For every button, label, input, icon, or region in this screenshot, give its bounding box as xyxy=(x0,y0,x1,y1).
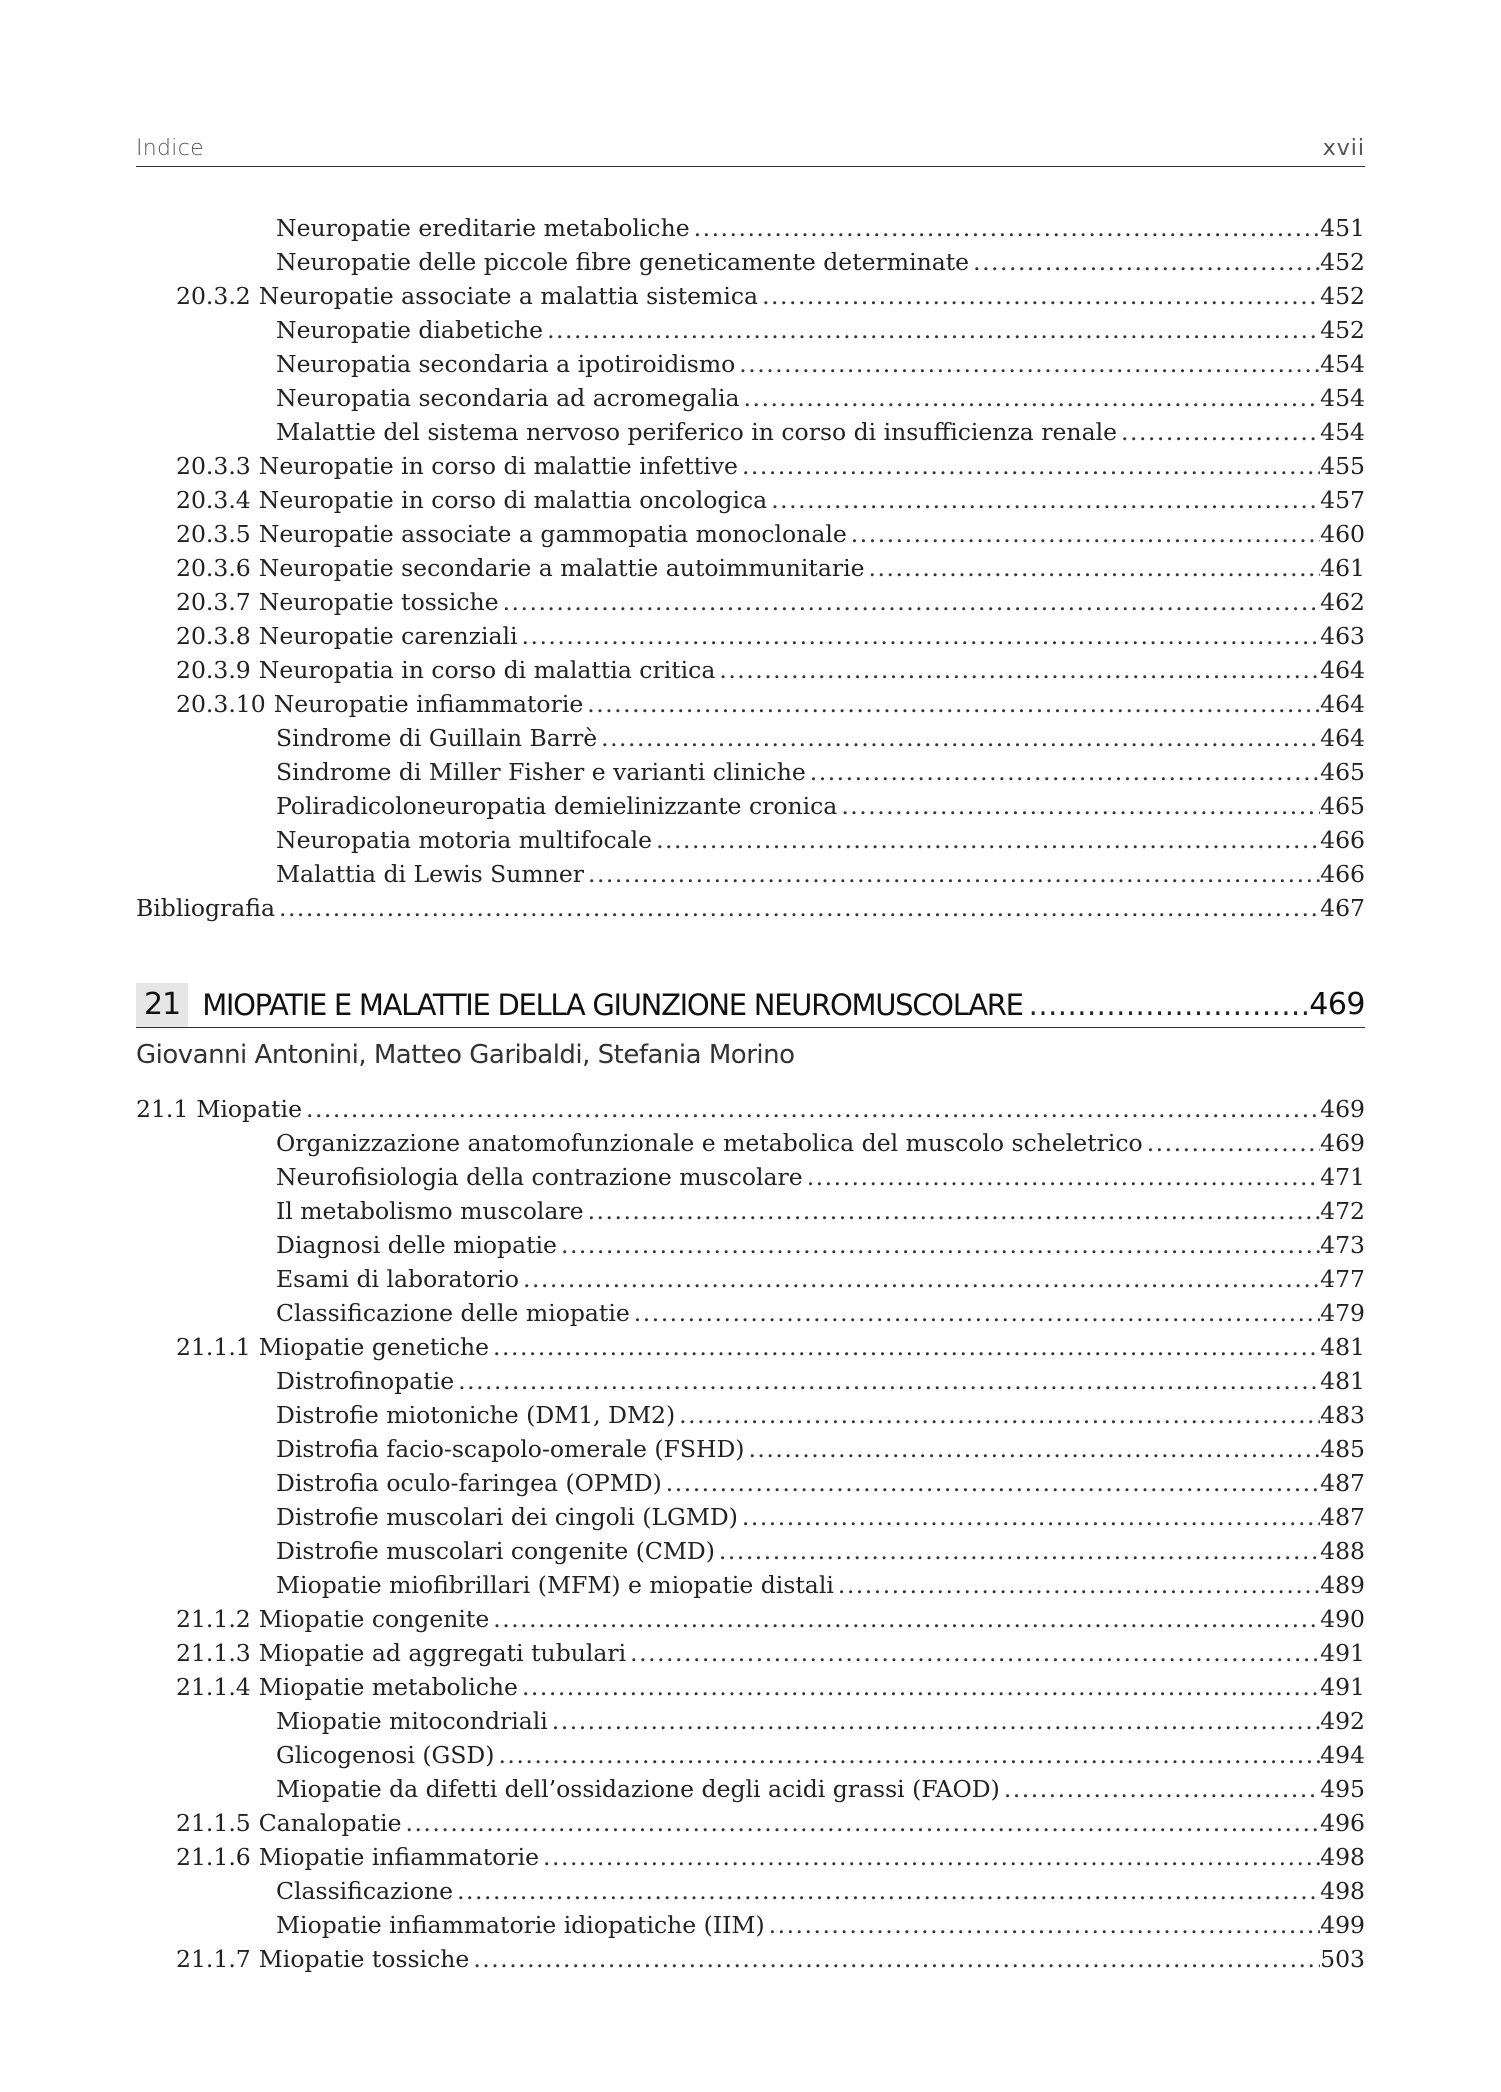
toc-entry-page: 477 xyxy=(1320,1265,1365,1293)
toc-entry-page: 454 xyxy=(1320,350,1365,378)
toc-leader-dots xyxy=(694,211,1321,245)
toc-entry-page: 452 xyxy=(1320,316,1365,344)
toc-entry-title: Miopatie congenite xyxy=(258,1605,490,1633)
toc-entry[interactable] xyxy=(136,1568,1365,1602)
toc-entry-page: 488 xyxy=(1320,1537,1365,1565)
toc-leader-dots xyxy=(634,1296,1320,1330)
toc-entry-title: Distrofia facio-scapolo-omerale (FSHD) xyxy=(276,1435,745,1463)
toc-leader-dots xyxy=(543,1840,1320,1874)
toc-entry-page: 498 xyxy=(1320,1843,1365,1871)
toc-entry-label xyxy=(176,1636,626,1670)
toc-entry-title: Distrofie muscolari congenite (CMD) xyxy=(276,1537,715,1565)
toc-entry[interactable] xyxy=(136,279,1365,313)
toc-entry-title: Malattie del sistema nervoso periferico in corso di insufficienza renale xyxy=(276,418,1117,446)
toc-leader-dots xyxy=(719,653,1320,687)
toc-entry-number: 20.3.2 xyxy=(176,282,251,310)
toc-leader-dots xyxy=(522,619,1321,653)
toc-entry[interactable] xyxy=(136,1670,1365,1704)
toc-entry-title: Neuropatie associate a gammopatia monoclonale xyxy=(258,520,847,548)
toc-leader-dots xyxy=(851,517,1320,551)
running-header-title: Indice xyxy=(136,136,204,161)
toc-entry-label xyxy=(176,1942,469,1976)
toc-entry-label xyxy=(276,789,837,823)
toc-entry-label xyxy=(276,1704,548,1738)
toc-entry[interactable] xyxy=(136,1126,1365,1160)
toc-entry-title: Miopatie xyxy=(196,1095,302,1123)
toc-entry-page: 462 xyxy=(1320,588,1365,616)
toc-entry-label xyxy=(276,721,597,755)
toc-entry[interactable] xyxy=(136,1296,1365,1330)
toc-entry-page: 490 xyxy=(1320,1605,1365,1633)
toc-entry-title: Miopatie da difetti dell’ossidazione degli acidi grassi (FAOD) xyxy=(276,1775,1000,1803)
toc-entry-label xyxy=(276,1500,738,1534)
toc-entry-label xyxy=(276,1194,584,1228)
toc-leader-dots xyxy=(1004,1772,1320,1806)
toc-leader-dots xyxy=(503,585,1321,619)
toc-entry-page: 454 xyxy=(1320,418,1365,446)
toc-entry[interactable] xyxy=(136,1160,1365,1194)
toc-leader-dots xyxy=(771,483,1320,517)
toc-entry-number: 21.1.3 xyxy=(176,1639,251,1667)
toc-entry-page: 464 xyxy=(1320,724,1365,752)
toc-leader-dots xyxy=(601,721,1320,755)
toc-entry-number: 21.1.6 xyxy=(176,1843,251,1871)
toc-entry-title: Neuropatie delle piccole fibre geneticamente determinate xyxy=(276,248,970,276)
toc-entry-title: Neuropatie diabetiche xyxy=(276,316,544,344)
chapter-title: MIOPATIE E MALATTIE DELLA GIUNZIONE NEUROMUSCOLARE xyxy=(202,988,1023,1022)
toc-entry[interactable] xyxy=(136,789,1365,823)
toc-leader-dots xyxy=(523,1262,1320,1296)
toc-leader-dots xyxy=(561,1228,1320,1262)
toc-entry-page: 452 xyxy=(1320,282,1365,310)
toc-entry-title: Neurofisiologia della contrazione muscolare xyxy=(276,1163,803,1191)
toc-leader-dots xyxy=(841,789,1320,823)
toc-entry-title: Malattia di Lewis Sumner xyxy=(276,860,584,888)
toc-entry-label xyxy=(136,891,275,925)
toc-entry-label xyxy=(176,585,499,619)
toc-entry[interactable] xyxy=(136,1500,1365,1534)
running-header-page-number: xvii xyxy=(1322,136,1365,161)
toc-leader-dots xyxy=(473,1942,1320,1976)
toc-entry-page: 457 xyxy=(1320,486,1365,514)
toc-entry-page: 495 xyxy=(1320,1775,1365,1803)
toc-entry-title: Miopatie tossiche xyxy=(258,1945,470,1973)
toc-leader-dots xyxy=(742,1500,1320,1534)
toc-entry[interactable] xyxy=(136,1874,1365,1908)
toc-entry-page: 466 xyxy=(1320,860,1365,888)
toc-leader-dots xyxy=(656,823,1320,857)
toc-entry-label xyxy=(176,653,715,687)
toc-list-bottom xyxy=(136,1092,1365,1976)
toc-entry-title: Classificazione delle miopatie xyxy=(276,1299,630,1327)
toc-entry-page: 491 xyxy=(1320,1673,1365,1701)
toc-entry-title: Sindrome di Miller Fisher e varianti cliniche xyxy=(276,758,806,786)
toc-entry-label xyxy=(276,1398,675,1432)
toc-entry-title: Neuropatie infiammatorie xyxy=(273,690,584,718)
toc-entry[interactable] xyxy=(136,313,1365,347)
toc-entry-title: Distrofie miotoniche (DM1, DM2) xyxy=(276,1401,676,1429)
toc-entry-label xyxy=(276,1296,630,1330)
toc-leader-dots xyxy=(498,1738,1320,1772)
toc-entry-label xyxy=(276,245,969,279)
toc-entry-number: 21.1.2 xyxy=(176,1605,251,1633)
toc-entry-label xyxy=(276,381,740,415)
toc-leader-dots xyxy=(493,1330,1320,1364)
toc-entry-number: 20.3.7 xyxy=(176,588,251,616)
toc-leader-dots xyxy=(457,1874,1320,1908)
toc-entry-page: 503 xyxy=(1320,1945,1365,1973)
toc-entry-label xyxy=(176,1330,489,1364)
toc-leader-dots xyxy=(744,381,1321,415)
toc-entry-label xyxy=(176,551,865,585)
chapter-page: 469 xyxy=(1309,987,1365,1022)
toc-entry-title: Esami di laboratorio xyxy=(276,1265,519,1293)
toc-entry[interactable] xyxy=(136,1194,1365,1228)
toc-entry[interactable] xyxy=(136,823,1365,857)
chapter-number: 21 xyxy=(136,983,188,1027)
toc-leader-dots xyxy=(630,1636,1320,1670)
toc-entry[interactable] xyxy=(136,755,1365,789)
toc-entry[interactable] xyxy=(136,1704,1365,1738)
toc-entry-number: 20.3.4 xyxy=(176,486,251,514)
toc-entry-page: 487 xyxy=(1320,1503,1365,1531)
toc-entry-title: Neuropatie carenziali xyxy=(258,622,518,650)
toc-entry-page: 460 xyxy=(1320,520,1365,548)
toc-entry-label xyxy=(276,1160,803,1194)
toc-entry-page: 469 xyxy=(1320,1129,1365,1157)
toc-entry-label xyxy=(276,1466,662,1500)
toc-entry-label xyxy=(276,823,652,857)
toc-leader-dots xyxy=(679,1398,1320,1432)
toc-entry-label xyxy=(276,755,806,789)
toc-entry-title: Neuropatia motoria multifocale xyxy=(276,826,653,854)
toc-leader-dots xyxy=(762,279,1320,313)
toc-entry[interactable] xyxy=(136,347,1365,381)
toc-leader-dots xyxy=(807,1160,1320,1194)
toc-entry-label xyxy=(176,1806,401,1840)
toc-entry-title: Glicogenosi (GSD) xyxy=(276,1741,495,1769)
toc-entry-page: 455 xyxy=(1320,452,1365,480)
toc-entry[interactable] xyxy=(136,1942,1365,1976)
toc-leader-dots xyxy=(588,857,1320,891)
toc-leader-dots xyxy=(769,1908,1321,1942)
toc-entry-title: Neuropatie secondarie a malattie autoimmunitarie xyxy=(258,554,865,582)
toc-entry[interactable] xyxy=(136,1534,1365,1568)
toc-entry-page: 464 xyxy=(1320,656,1365,684)
toc-entry-title: Miopatie mitocondriali xyxy=(276,1707,548,1735)
toc-entry-number: 20.3.8 xyxy=(176,622,251,650)
toc-entry-label xyxy=(176,517,847,551)
toc-leader-dots xyxy=(742,449,1320,483)
toc-entry-page: 479 xyxy=(1320,1299,1365,1327)
toc-entry-title: Miopatie infiammatorie xyxy=(258,1843,540,1871)
toc-entry-page: 466 xyxy=(1320,826,1365,854)
toc-entry-page: 469 xyxy=(1320,1095,1365,1123)
toc-leader-dots xyxy=(547,313,1320,347)
toc-entry-page: 461 xyxy=(1320,554,1365,582)
toc-entry-title: Neuropatia secondaria a ipotiroidismo xyxy=(276,350,736,378)
toc-leader-dots xyxy=(869,551,1321,585)
toc-entry-label xyxy=(276,313,543,347)
chapter-heading[interactable] xyxy=(136,981,1365,1028)
toc-entry-page: 452 xyxy=(1320,248,1365,276)
toc-entry-label xyxy=(176,279,758,313)
toc-entry-title: Neuropatie ereditarie metaboliche xyxy=(276,214,690,242)
toc-entry-number: 20.3.9 xyxy=(176,656,251,684)
toc-entry-title: Diagnosi delle miopatie xyxy=(276,1231,557,1259)
toc-entry-title: Organizzazione anatomofunzionale e metabolica del muscolo scheletrico xyxy=(276,1129,1143,1157)
toc-entry-label xyxy=(276,1874,453,1908)
toc-entry-title: Bibliografia xyxy=(136,894,275,922)
toc-entry-page: 467 xyxy=(1320,894,1365,922)
toc-entry-page: 489 xyxy=(1320,1571,1365,1599)
toc-entry-label xyxy=(176,1602,489,1636)
toc-leader-dots xyxy=(748,1432,1320,1466)
toc-entry[interactable] xyxy=(136,1602,1365,1636)
toc-entry-title: Miopatie metaboliche xyxy=(258,1673,518,1701)
toc-entry-label xyxy=(176,619,518,653)
toc-entry-label xyxy=(176,1670,518,1704)
toc-leader-dots xyxy=(973,245,1320,279)
toc-leader-dots xyxy=(1147,1126,1320,1160)
toc-entry-title: Miopatie miofibrillari (MFM) e miopatie distali xyxy=(276,1571,834,1599)
toc-entry-label xyxy=(276,1908,765,1942)
toc-entry-title: Neuropatie associate a malattia sistemica xyxy=(258,282,759,310)
toc-entry-page: 494 xyxy=(1320,1741,1365,1769)
chapter-leader-dots xyxy=(1029,983,1310,1027)
toc-entry[interactable] xyxy=(136,1738,1365,1772)
toc-entry-page: 464 xyxy=(1320,690,1365,718)
toc-entry-page: 451 xyxy=(1320,214,1365,242)
toc-entry[interactable] xyxy=(136,1262,1365,1296)
toc-entry-label xyxy=(136,1092,302,1126)
toc-list-top xyxy=(136,211,1365,925)
toc-entry[interactable] xyxy=(136,1092,1365,1126)
toc-entry[interactable] xyxy=(136,381,1365,415)
toc-entry-title: Poliradicoloneuropatia demielinizzante cronica xyxy=(276,792,838,820)
toc-entry[interactable] xyxy=(136,1840,1365,1874)
toc-entry-page: 472 xyxy=(1320,1197,1365,1225)
toc-entry-label xyxy=(276,1568,834,1602)
toc-leader-dots xyxy=(810,755,1320,789)
toc-entry-number: 20.3.5 xyxy=(176,520,251,548)
toc-entry[interactable] xyxy=(136,1228,1365,1262)
toc-entry-label xyxy=(276,1534,715,1568)
toc-entry-label xyxy=(176,449,738,483)
toc-leader-dots xyxy=(493,1602,1320,1636)
toc-entry-title: Neuropatie tossiche xyxy=(258,588,499,616)
toc-entry-title: Neuropatie in corso di malattie infettive xyxy=(258,452,738,480)
toc-entry-page: 463 xyxy=(1320,622,1365,650)
toc-entry-title: Distrofia oculo-faringea (OPMD) xyxy=(276,1469,662,1497)
toc-leader-dots xyxy=(458,1364,1320,1398)
toc-entry-label xyxy=(276,1432,744,1466)
toc-entry-page: 483 xyxy=(1320,1401,1365,1429)
toc-entry-title: Distrofinopatie xyxy=(276,1367,455,1395)
toc-entry-title: Neuropatia in corso di malattia critica xyxy=(258,656,716,684)
toc-entry-page: 492 xyxy=(1320,1707,1365,1735)
toc-entry-page: 471 xyxy=(1320,1163,1365,1191)
toc-entry[interactable] xyxy=(136,1636,1365,1670)
toc-leader-dots xyxy=(587,687,1320,721)
toc-entry[interactable] xyxy=(136,449,1365,483)
toc-entry-page: 491 xyxy=(1320,1639,1365,1667)
toc-leader-dots xyxy=(1121,415,1320,449)
toc-entry-title: Classificazione xyxy=(276,1877,454,1905)
toc-entry-label xyxy=(276,1772,1000,1806)
toc-entry[interactable] xyxy=(136,1398,1365,1432)
toc-entry[interactable] xyxy=(136,1330,1365,1364)
toc-entry[interactable] xyxy=(136,1772,1365,1806)
toc-leader-dots xyxy=(522,1670,1320,1704)
toc-entry[interactable] xyxy=(136,551,1365,585)
toc-entry-label xyxy=(276,1364,454,1398)
toc-entry-label xyxy=(276,347,735,381)
toc-entry[interactable] xyxy=(136,721,1365,755)
toc-entry[interactable] xyxy=(136,517,1365,551)
toc-entry[interactable] xyxy=(136,1432,1365,1466)
chapter-authors: Giovanni Antonini, Matteo Garibaldi, Stefania Morino xyxy=(136,1040,795,1070)
toc-entry[interactable] xyxy=(136,585,1365,619)
toc-entry-title: Sindrome di Guillain Barrè xyxy=(276,724,598,752)
toc-entry-page: 465 xyxy=(1320,792,1365,820)
toc-entry-label xyxy=(276,211,690,245)
toc-entry-label xyxy=(276,1262,519,1296)
toc-entry-label xyxy=(176,687,583,721)
toc-entry[interactable] xyxy=(136,1908,1365,1942)
toc-leader-dots xyxy=(552,1704,1320,1738)
toc-entry-label xyxy=(176,1840,539,1874)
toc-entry-title: Miopatie genetiche xyxy=(258,1333,490,1361)
toc-entry-number: 21.1.5 xyxy=(176,1809,251,1837)
toc-entry-page: 487 xyxy=(1320,1469,1365,1497)
toc-leader-dots xyxy=(405,1806,1320,1840)
toc-leader-dots xyxy=(279,891,1320,925)
toc-entry-title: Neuropatia secondaria ad acromegalia xyxy=(276,384,740,412)
toc-entry-label xyxy=(276,1738,494,1772)
toc-entry-page: 481 xyxy=(1320,1333,1365,1361)
toc-entry-number: 21.1.4 xyxy=(176,1673,251,1701)
toc-entry[interactable] xyxy=(136,619,1365,653)
toc-entry[interactable] xyxy=(136,687,1365,721)
toc-entry[interactable] xyxy=(136,245,1365,279)
toc-leader-dots xyxy=(719,1534,1320,1568)
toc-entry-label xyxy=(276,1228,557,1262)
toc-entry-number: 21.1 xyxy=(136,1095,189,1123)
toc-entry-page: 498 xyxy=(1320,1877,1365,1905)
toc-leader-dots xyxy=(739,347,1320,381)
toc-entry-number: 20.3.10 xyxy=(176,690,266,718)
toc-entry-number: 21.1.1 xyxy=(176,1333,251,1361)
toc-entry-title: Miopatie infiammatorie idiopatiche (IIM) xyxy=(276,1911,765,1939)
toc-entry-label xyxy=(276,857,584,891)
toc-entry[interactable] xyxy=(136,415,1365,449)
toc-entry-title: Canalopatie xyxy=(258,1809,402,1837)
toc-entry-title: Miopatie ad aggregati tubulari xyxy=(258,1639,627,1667)
toc-entry-page: 454 xyxy=(1320,384,1365,412)
toc-entry-page: 496 xyxy=(1320,1809,1365,1837)
toc-entry-page: 465 xyxy=(1320,758,1365,786)
toc-entry[interactable] xyxy=(136,211,1365,245)
toc-entry-page: 473 xyxy=(1320,1231,1365,1259)
toc-entry[interactable] xyxy=(136,857,1365,891)
toc-entry-label xyxy=(276,415,1117,449)
toc-entry-number: 21.1.7 xyxy=(176,1945,251,1973)
toc-leader-dots xyxy=(588,1194,1321,1228)
toc-entry-title: Il metabolismo muscolare xyxy=(276,1197,584,1225)
toc-entry[interactable] xyxy=(136,891,1365,925)
toc-entry-title: Neuropatie in corso di malattia oncologica xyxy=(258,486,768,514)
toc-entry-label xyxy=(176,483,767,517)
toc-entry-page: 499 xyxy=(1320,1911,1365,1939)
toc-entry[interactable] xyxy=(136,1806,1365,1840)
toc-entry-page: 485 xyxy=(1320,1435,1365,1463)
toc-leader-dots xyxy=(666,1466,1320,1500)
toc-entry[interactable] xyxy=(136,653,1365,687)
toc-entry[interactable] xyxy=(136,1466,1365,1500)
toc-leader-dots xyxy=(306,1092,1320,1126)
toc-entry-number: 20.3.6 xyxy=(176,554,251,582)
toc-entry-page: 481 xyxy=(1320,1367,1365,1395)
toc-entry-title: Distrofie muscolari dei cingoli (LGMD) xyxy=(276,1503,738,1531)
toc-entry-number: 20.3.3 xyxy=(176,452,251,480)
toc-entry[interactable] xyxy=(136,483,1365,517)
toc-leader-dots xyxy=(838,1568,1320,1602)
toc-entry[interactable] xyxy=(136,1364,1365,1398)
running-header xyxy=(136,130,1365,167)
toc-entry-label xyxy=(276,1126,1143,1160)
